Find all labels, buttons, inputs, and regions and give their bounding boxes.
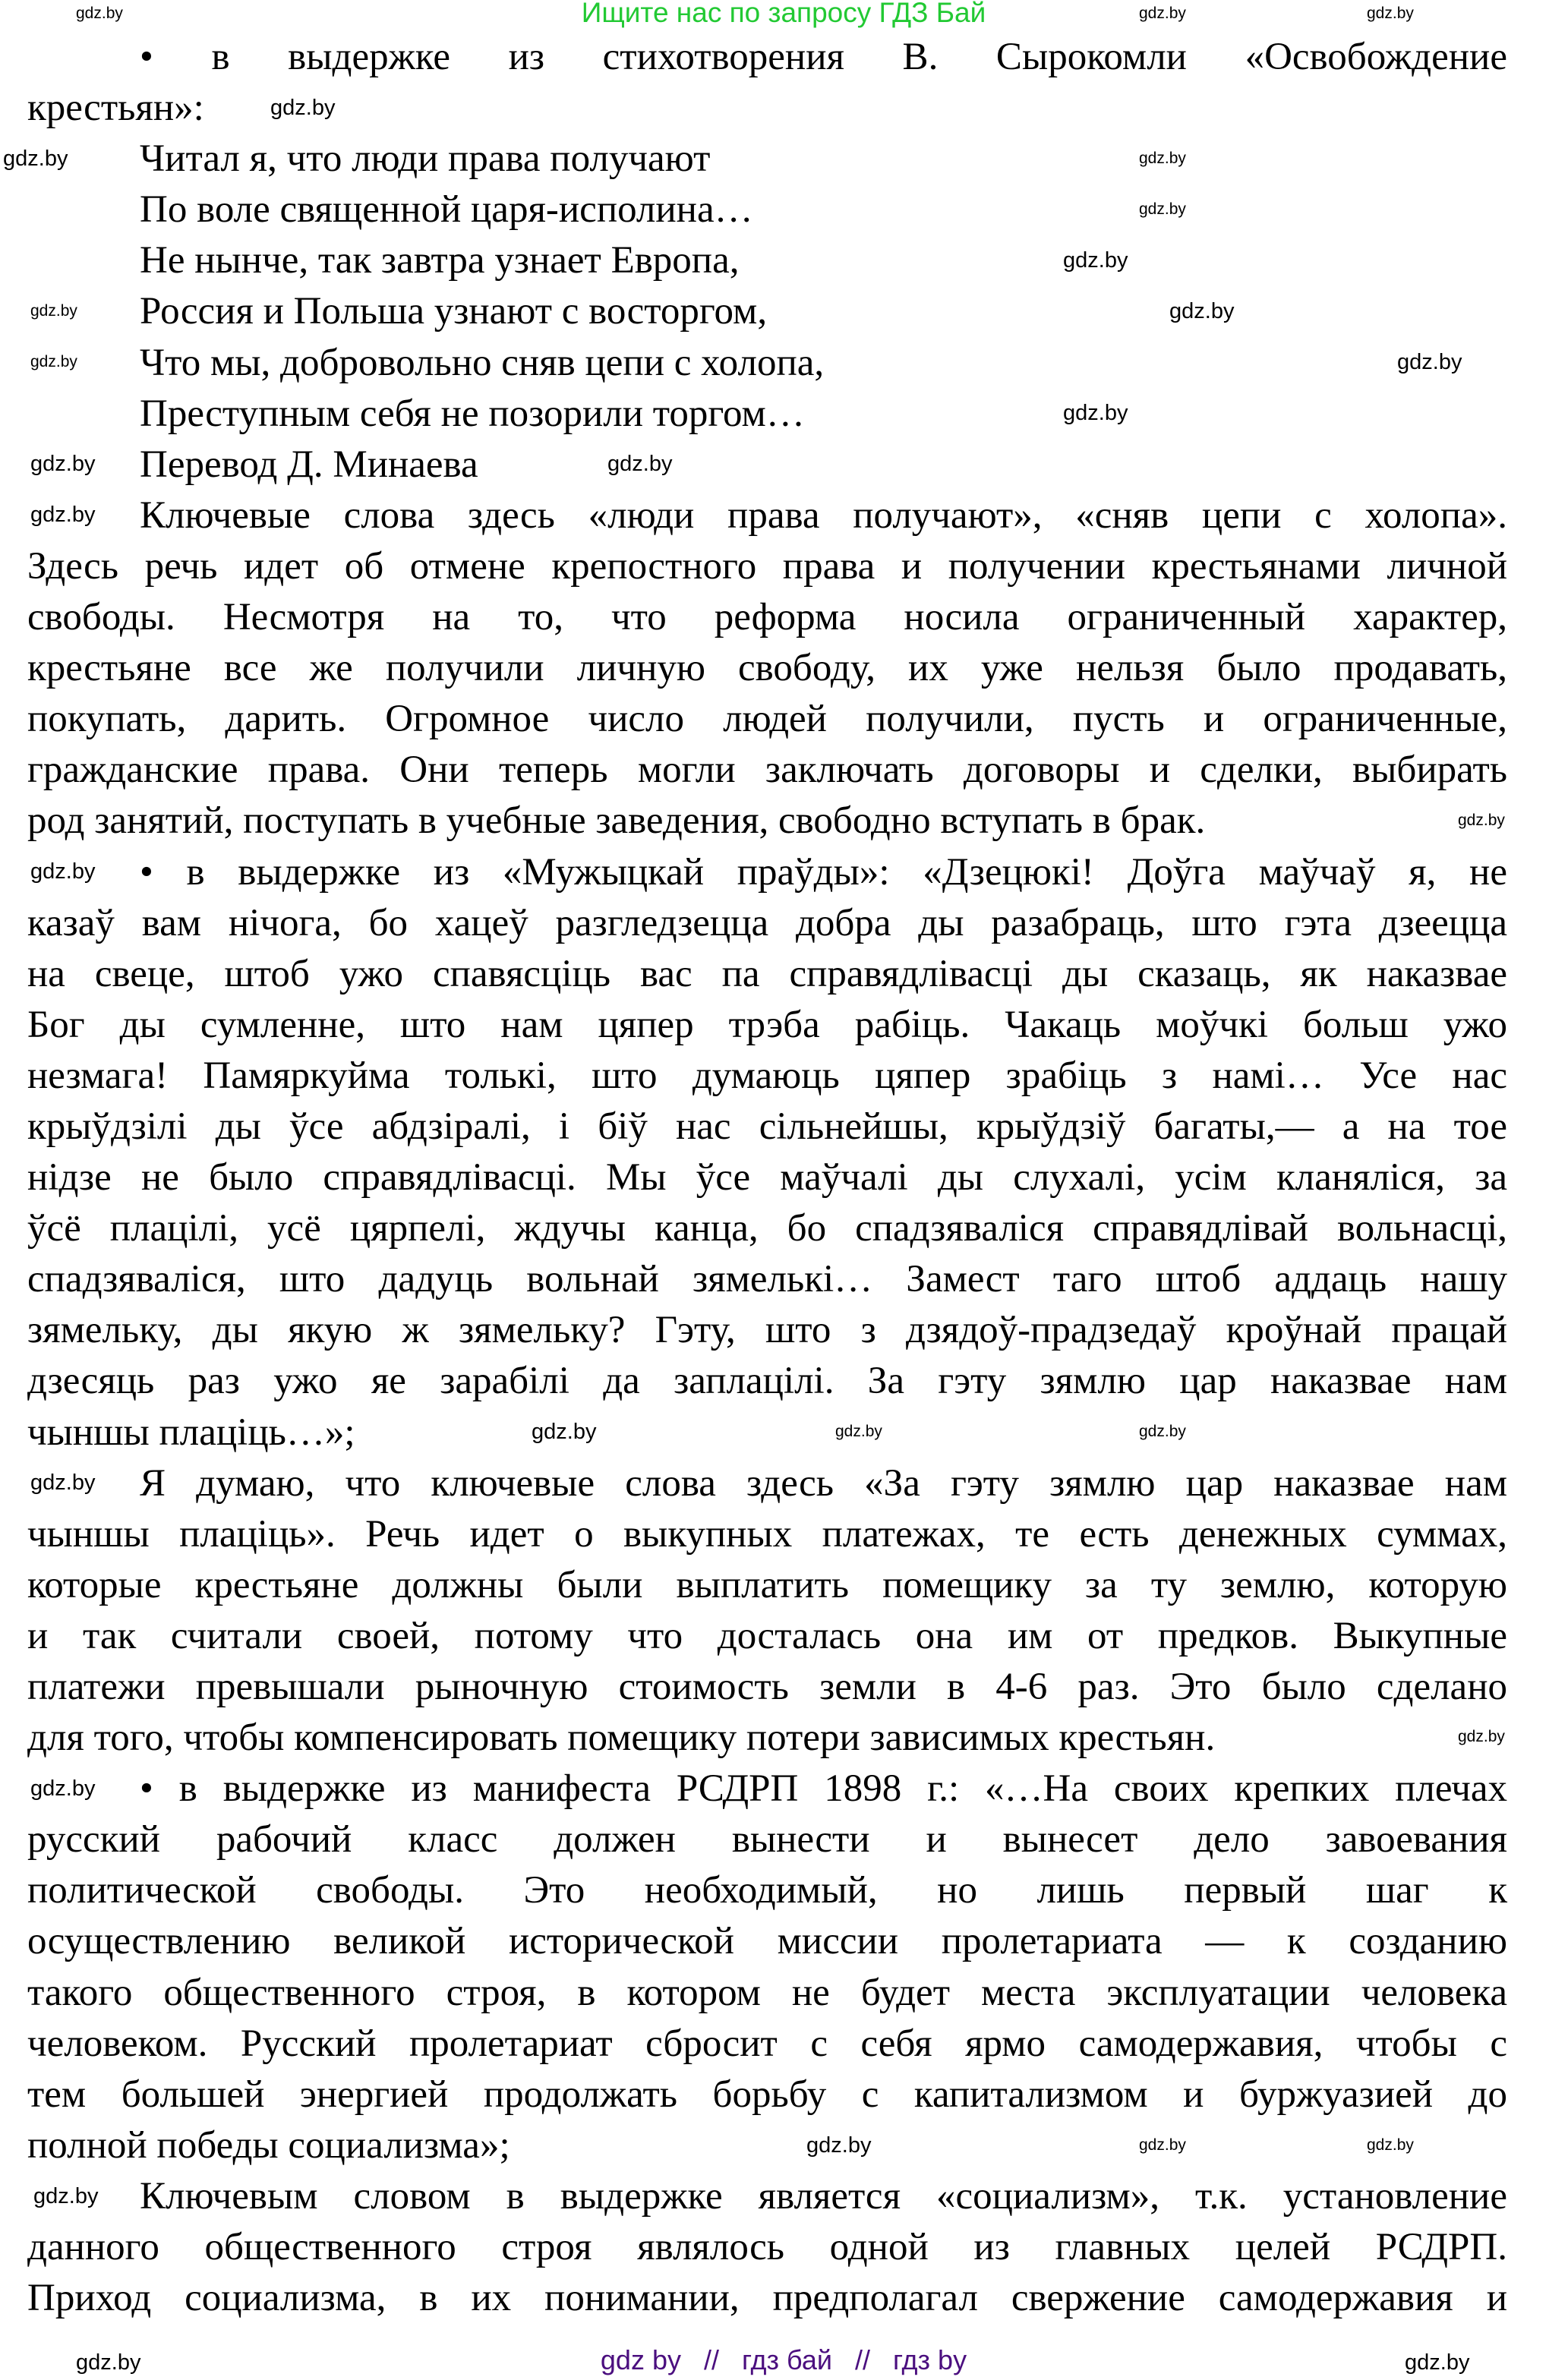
watermark: gdz.by [1458,812,1505,829]
text-line: гражданские права. Они теперь могли заключать договоры и сделки, выбирать [27,749,1507,792]
footer-link-gdz-by[interactable]: gdz by [600,2344,681,2375]
watermark: gdz.by [1139,150,1186,167]
poem-line: Преступным себя не позорили торгом… [140,392,805,435]
watermark: gdz.by [33,2184,99,2208]
text-line: крестьяне все же получили личную свободу, их уже нельзя было продавать, [27,647,1507,690]
text-line: на свеце, штоб ужо спавясціць вас па справядлівасці ды сказаць, як наказвае [27,952,1507,995]
footer-link-gdz-by-cyr[interactable]: гдз by [893,2344,967,2375]
watermark: gdz.by [30,1776,96,1801]
watermark: gdz.by [30,452,96,476]
watermark: gdz.by [1405,2350,1470,2375]
text-line: для того, чтобы компенсировать помещику потери зависимых крестьян. [27,1716,1216,1760]
text-line: род занятий, поступать в учебные заведения, свободно вступать в брак. [27,799,1206,843]
document-body [27,32,1507,2324]
poem-line: Читал я, что люди права получают [140,137,711,181]
text-line: свободы. Несмотря на то, что реформа носила ограниченный характер, [27,596,1507,639]
text-line: дзесяць раз ужо яе зарабілі да заплацілі. За гэту зямлю цар наказвае нам [27,1360,1507,1403]
text-line: незмага! Памяркуйма толькі, што думаюць цяпер зрабіць з намі… Усе нас [27,1054,1507,1097]
poem-line: Что мы, добровольно сняв цепи с холопа, [140,341,825,384]
footer-separator: // [704,2344,720,2375]
search-banner: Ищите нас по запросу ГДЗ Бай [581,0,986,28]
text-line: ўсё плацілі, усё цярпелі, ждучы канца, бо спадзяваліся справядлівай вольнасці, [27,1207,1507,1250]
text-line: спадзяваліся, што дадуць вольнай зямелькі… Замест таго штоб аддаць нашу [27,1258,1507,1301]
watermark: gdz.by [1139,5,1186,22]
watermark: gdz.by [806,2133,872,2158]
watermark: gdz.by [1397,350,1462,374]
text-line: зямельку, ды якую ж зямельку? Гэту, што з дзядоў-прадзедаў кроўнай працай [27,1309,1507,1352]
watermark: gdz.by [1367,5,1414,22]
watermark: gdz.by [30,503,96,527]
footer-link-gdz-bai[interactable]: гдз бай [742,2344,832,2375]
text-line: Приход социализма, в их понимании, предполагал свержение самодержавия и [27,2277,1507,2320]
poem-line: Не нынче, так завтра узнает Европа, [140,239,740,282]
text-line: которые крестьяне должны были выплатить помещику за ту землю, которую [27,1563,1507,1606]
watermark: gdz.by [835,1423,882,1440]
footer-links [593,2344,974,2376]
text-line: русский рабочий класс должен вынести и вынесет дело завоевания [27,1818,1507,1861]
text-line: политической свободы. Это необходимый, но лишь первый шаг к [27,1869,1507,1912]
text-line: чыншы плаціць». Речь идет о выкупных платежах, те есть денежных суммах, [27,1512,1507,1556]
text-line: и так считали своей, потому что досталась она им от предков. Выкупные [27,1614,1507,1657]
watermark: gdz.by [1139,1423,1186,1440]
watermark: gdz.by [1063,248,1128,273]
text-line: осуществлению великой исторической миссии пролетариата — к созданию [27,1920,1507,1963]
text-line: казаў вам нічога, бо хацеў разгледзецца добра ды разабраць, што гэта дзеецца [27,901,1507,944]
watermark: gdz.by [30,1471,96,1495]
text-line: платежи превышали рыночную стоимость земли в 4-6 раз. Это было сделано [27,1666,1507,1708]
text-line: Ключевым словом в выдержке является «социализм», т.к. установление [140,2174,1507,2218]
text-line: покупать, дарить. Огромное число людей получили, пусть и ограниченные, [27,698,1507,741]
watermark: gdz.by [30,859,96,884]
text-line: такого общественного строя, в котором не будет места эксплуатации человека [27,1971,1507,2014]
watermark: gdz.by [3,147,68,171]
poem-line: Россия и Польша узнают с восторгом, [140,290,768,333]
watermark: gdz.by [532,1420,597,1444]
text-line: тем большей энергией продолжать борьбу с капитализмом и буржуазией до [27,2073,1507,2116]
text-line: • в выдержке из манифеста РСДРП 1898 г.: «…На своих крепких плечах [140,1767,1507,1811]
text-line: Ключевые слова здесь «люди права получают», «сняв цепи с холопа». [140,493,1507,537]
text-line: • в выдержке из стихотворения В. Сырокомли «Освобождение [140,36,1507,78]
text-line: крыўдзілі ды ўсе абдзіралі, і біў нас сільнейшы, крыўдзіў багаты,— а на тое [27,1105,1507,1148]
footer-separator: // [855,2344,871,2375]
text-line: Бог ды сумленне, што нам цяпер трэба рабіць. Чакаць моўчкі больш ужо [27,1003,1507,1046]
watermark: gdz.by [30,353,77,370]
text-line: крестьян»: [27,87,204,130]
poem-line: По воле священной царя-исполина… [140,188,753,232]
text-line: чыншы плаціць…»; [27,1411,355,1454]
watermark: gdz.by [1458,1728,1505,1745]
watermark: gdz.by [1169,299,1235,323]
text-line: • в выдержке из «Мужыцкай праўды»: «Дзецюкі! Доўга маўчаў я, не [140,850,1507,894]
text-line: Я думаю, что ключевые слова здесь «За гэту зямлю цар наказвае нам [140,1461,1507,1505]
text-line: данного общественного строя являлось одной из главных целей РСДРП. [27,2226,1507,2269]
watermark: gdz.by [607,452,673,476]
watermark: gdz.by [76,2350,141,2375]
watermark: gdz.by [30,302,77,320]
watermark: gdz.by [1367,2136,1414,2154]
watermark: gdz.by [1063,401,1128,425]
text-line: нідзе не было справядлівасці. Мы ўсе маўчалі ды слухалі, усім кланяліся, за [27,1156,1507,1199]
watermark: gdz.by [1139,200,1186,218]
text-line: человеком. Русский пролетариат сбросит с себя ярмо самодержавия, чтобы с [27,2022,1507,2065]
text-line: полной победы социализма»; [27,2123,510,2167]
watermark: gdz.by [270,96,336,120]
watermark: gdz.by [1139,2136,1186,2154]
translation-credit: Перевод Д. Минаева [140,443,478,486]
text-line: Здесь речь идет об отмене крепостного права и получении крестьянами личной [27,544,1507,588]
watermark: gdz.by [76,5,123,22]
